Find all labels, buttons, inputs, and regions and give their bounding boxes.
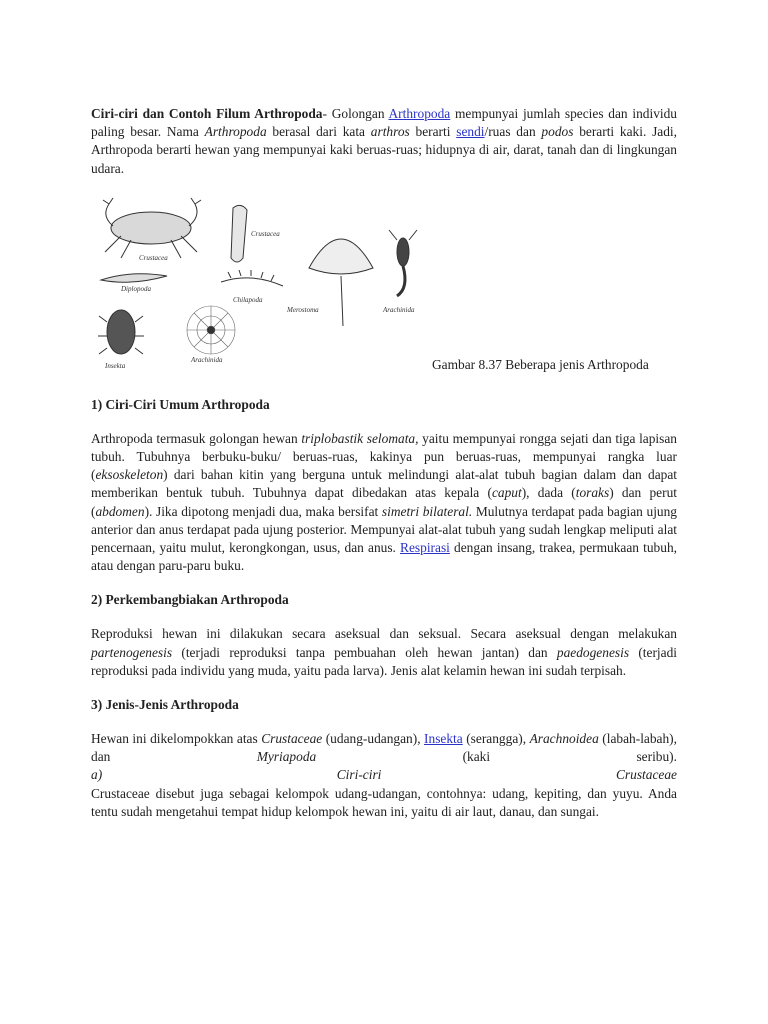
insekta-link[interactable]: Insekta — [424, 731, 463, 747]
section-3-paragraph: Hewan ini dikelompokkan atas Crustaceae (udang-udangan), Insekta (serangga), Arachnoidea (labah-labah), dan Myriapoda (kaki seribu). — [91, 731, 677, 765]
arthropoda-link[interactable]: Arthropoda — [388, 106, 451, 121]
section-1-heading: 1) Ciri-Ciri Umum Arthropoda — [91, 396, 270, 412]
intro-paragraph: Ciri-ciri dan Contoh Filum Arthropoda- Golongan Arthropoda mempunyai jumlah species dan individu paling besar. Nama Arthropoda berasal dari kata arthros berarti sendi/ruas dan podos berarti kaki. Jadi, Arthropoda berarti hewan yang mempunyai kaki beruas-ruas; hidupnya di air, darat, tanah dan di lingkungan udara. — [91, 106, 678, 176]
diplopoda-drawing — [101, 274, 167, 283]
subsection-a-heading: a) Ciri-ciri Crustaceae — [91, 767, 677, 783]
section-1-paragraph: Arthropoda termasuk golongan hewan triplobastik selomata, yaitu mempunyai rongga sejati dan tiga lapisan tubuh. Tubuhnya berbuku-buku/ beruas-ruas, kakinya pun beruas-ruas, mempunyai rangka luar (eksoskeleton) dari bahan kitin yang berguna untuk melindungi alat-alat tubuh bagian dalam dan dapat memberikan bentuk tubuh. Tubuhnya dapat dibedakan atas kepala (caput), dada (toraks) dan perut (abdomen). Jika dipotong menjadi dua, maka bersifat simetri bilateral. Mulutnya terdapat pada bagian ujung anterior dan anus terdapat pada ujung posterior. Mempunyai alat-alat tubuh yang sudah lengkap meliputi alat pencernaan, yaitu mulut, kerongkongan, usus, dan anus. Respirasi dengan insang, trakea, permukaan tubuh, atau dengan paru-paru buku. — [91, 430, 678, 574]
label-diplopoda: Diplopoda — [121, 284, 151, 293]
section-2-heading: 2) Perkembangbiakan Arthropoda — [91, 592, 289, 608]
crab-drawing — [103, 198, 201, 258]
crustacea-drawing — [231, 205, 247, 262]
figure-caption: Gambar 8.37 Beberapa jenis Arthropoda — [432, 356, 649, 372]
arthropoda-illustration — [91, 196, 441, 376]
label-crustacea-2: Crustacea — [251, 229, 280, 238]
document-body — [91, 105, 677, 821]
section-2-paragraph: Reproduksi hewan ini dilakukan secara aseksual dan seksual. Secara aseksual dengan melakukan partenogenesis (terjadi reproduksi tanpa pembuahan oleh hewan jantan) dan paedogenesis (terjadi reproduksi pada individu yang muda, yaitu pada larva). Jenis alat kelamin hewan ini sudah terpisah. — [91, 626, 678, 678]
article-title: Ciri-ciri dan Contoh Filum Arthropoda — [91, 106, 323, 121]
respirasi-link[interactable]: Respirasi — [400, 540, 450, 556]
sendi-link[interactable]: sendi — [456, 124, 485, 140]
label-arachnida-1: Arachinida — [383, 305, 415, 314]
insekta-drawing — [98, 310, 144, 354]
arthropoda-figure — [91, 196, 677, 376]
section-3-heading: 3) Jenis-Jenis Arthropoda — [91, 697, 239, 713]
label-insekta: Insekta — [105, 361, 126, 370]
label-arachnida-2: Arachinida — [191, 355, 223, 364]
scorpion-drawing — [389, 230, 417, 296]
spider-drawing — [187, 306, 235, 354]
label-merostoma: Merostoma — [287, 305, 319, 314]
chilapoda-drawing — [221, 270, 283, 286]
label-chilapoda: Chilapoda — [233, 295, 263, 304]
crustaceae-paragraph: Crustaceae disebut juga sebagai kelompok udang-udangan, contohnya: udang, kepiting, dan yuyu. Anda tentu sudah mengetahui tempat hidup kelompok hewan ini, yaitu di air laut, danau, dan sungai. — [91, 785, 677, 819]
label-crustacea-1: Crustacea — [139, 253, 168, 262]
